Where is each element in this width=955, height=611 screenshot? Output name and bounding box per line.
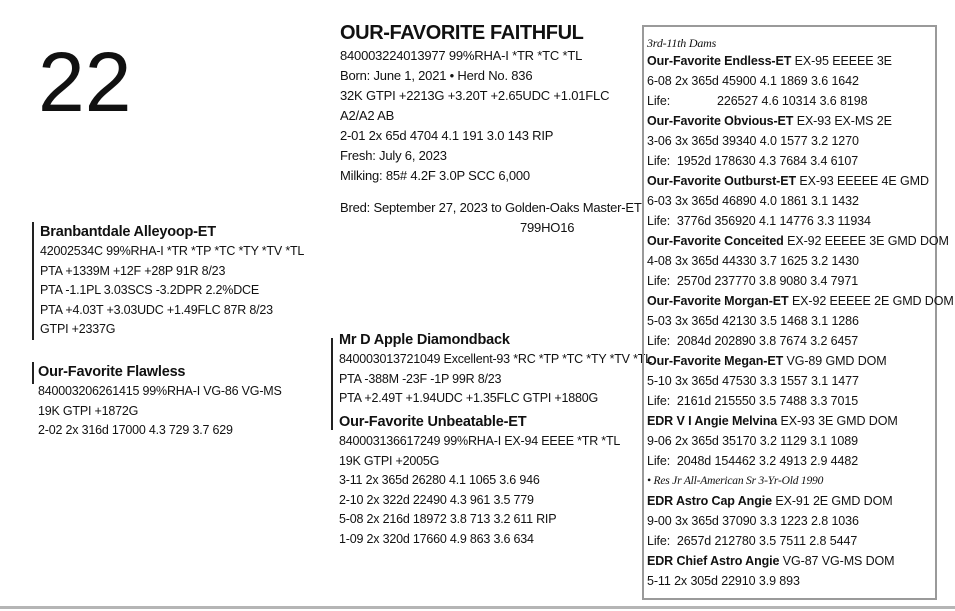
dam-classification: EX-92 EEEEE 3E GMD DOM xyxy=(787,234,949,248)
sire-line: PTA -1.1PL 3.03SCS -3.2DPR 2.2%DCE xyxy=(40,283,259,297)
dam-name: EDR Chief Astro Angie xyxy=(647,554,780,568)
life-values: 2161d 215550 3.5 7488 3.3 7015 xyxy=(676,394,859,408)
dam-lifetime xyxy=(647,331,935,351)
dam-name: Our-Favorite Conceited xyxy=(647,234,784,248)
sire-line: PTA +1339M +12F +28P 91R 8/23 xyxy=(40,263,226,278)
life-label: Life: xyxy=(647,334,671,348)
record-line: 2-01 2x 65d 4704 4.1 191 3.0 143 RIP xyxy=(340,128,554,143)
fresh-line: Fresh: July 6, 2023 xyxy=(340,148,447,163)
dam-classification: EX-93 EEEEE 4E GMD xyxy=(799,174,929,188)
dam-classification: EX-95 EEEEE 3E xyxy=(794,54,892,68)
dam-title xyxy=(647,291,954,311)
dam-line: 840003206261415 99%RHA-I VG-86 VG-MS xyxy=(38,384,282,398)
dam-name: Our-Favorite Megan-ET xyxy=(647,354,784,368)
life-label: Life: xyxy=(647,534,671,548)
mgs-name: Mr D Apple Diamondback xyxy=(339,332,510,348)
mgs-line: PTA -388M -23F -1P 99R 8/23 xyxy=(339,371,502,386)
maternal-granddam-block xyxy=(339,412,639,549)
life-label: Life: xyxy=(647,214,671,228)
dam-record: 4-08 3x 365d 44330 3.7 1625 3.2 1430 xyxy=(647,254,859,268)
life-values: 2084d 202890 3.8 7674 3.2 6457 xyxy=(676,334,859,348)
dam-lifetime xyxy=(647,271,935,291)
dam-title xyxy=(647,491,935,511)
award-note: • Res Jr All-American Sr 3-Yr-Old 1990 xyxy=(647,475,824,487)
birth-line: Born: June 1, 2021 • Herd No. 836 xyxy=(340,68,533,83)
bred-line: Bred: September 27, 2023 to Golden-Oaks Master-ET xyxy=(340,200,642,215)
dam-title xyxy=(647,51,935,71)
maternal-grandsire-block xyxy=(331,330,652,409)
mgd-line: 3-11 2x 365d 26280 4.1 1065 3.6 946 xyxy=(339,473,540,487)
dam-record: 6-08 2x 365d 45900 4.1 1869 3.6 1642 xyxy=(647,74,859,88)
dam-title xyxy=(647,351,935,371)
life-label: Life: xyxy=(647,454,671,468)
bred-sire-code: 799HO16 xyxy=(520,220,575,235)
sire-line: 42002534C 99%RHA-I *TR *TP *TC *TY *TV *TL xyxy=(40,244,305,258)
dam-name: EDR Astro Cap Angie xyxy=(647,494,772,508)
dam-record: 5-10 3x 365d 47530 3.3 1557 3.1 1477 xyxy=(647,374,859,388)
dam-line: 19K GTPI +1872G xyxy=(38,403,139,418)
dam-record: 9-00 3x 365d 37090 3.3 1223 2.8 1036 xyxy=(647,514,859,528)
sire-name: Branbantdale Alleyoop-ET xyxy=(40,224,216,240)
genomic-line: 32K GTPI +2213G +3.20T +2.65UDC +1.01FLC xyxy=(340,88,610,103)
lot-number: 22 xyxy=(38,35,132,129)
sire-block xyxy=(32,222,330,340)
dam-name: EDR V I Angie Melvina xyxy=(647,414,778,428)
dam-record: 3-06 3x 365d 39340 4.0 1577 3.2 1270 xyxy=(647,134,859,148)
dam-title xyxy=(647,551,935,571)
pedigree-connector xyxy=(32,362,34,384)
dam-lifetime xyxy=(647,391,935,411)
dam-name: Our-Favorite Morgan-ET xyxy=(647,294,789,308)
life-values: 226527 4.6 10314 3.6 8198 xyxy=(717,94,868,108)
life-values: 2570d 237770 3.8 9080 3.4 7971 xyxy=(676,274,859,288)
mgd-line: 840003136617249 99%RHA-I EX-94 EEEE *TR *TL xyxy=(339,434,621,448)
registration-line: 840003224013977 99%RHA-I *TR *TC *TL xyxy=(340,48,583,63)
life-label: Life: xyxy=(647,154,671,168)
milking-line: Milking: 85# 4.2F 3.0P SCC 6,000 xyxy=(340,168,530,183)
main-animal-block xyxy=(340,20,640,238)
dam-lifetime xyxy=(647,91,935,111)
life-values: 2657d 212780 3.5 7511 2.8 5447 xyxy=(676,534,858,548)
dam-name: Our-Favorite Flawless xyxy=(38,364,186,380)
sire-line: PTA +4.03T +3.03UDC +1.49FLC 87R 8/23 xyxy=(40,302,273,317)
dam-classification: EX-93 3E GMD DOM xyxy=(780,414,898,428)
dam-record: 6-03 3x 365d 46890 4.0 1861 3.1 1432 xyxy=(647,194,859,208)
mgs-line: 840003013721049 Excellent-93 *RC *TP *TC *TY *TV *TL xyxy=(339,352,652,366)
life-label: Life: xyxy=(647,274,671,288)
life-values: 1952d 178630 4.3 7684 3.4 6107 xyxy=(676,154,859,168)
dam-record: 9-06 2x 365d 35170 3.2 1129 3.1 1089 xyxy=(647,434,858,448)
mgs-line: PTA +2.49T +1.94UDC +1.35FLC GTPI +1880G xyxy=(339,391,599,405)
genotype-line: A2/A2 AB xyxy=(340,108,395,123)
dam-title xyxy=(647,171,935,191)
bottom-divider xyxy=(0,606,955,609)
dam-name: Our-Favorite Obvious-ET xyxy=(647,114,794,128)
dam-classification: EX-91 2E GMD DOM xyxy=(775,494,893,508)
animal-name: OUR-FAVORITE FAITHFUL xyxy=(340,22,584,44)
mgd-line: 1-09 2x 320d 17660 4.9 863 3.6 634 xyxy=(339,531,534,546)
dam-lifetime xyxy=(647,451,935,471)
mgd-line: 19K GTPI +2005G xyxy=(339,453,440,468)
mgd-line: 2-10 2x 322d 22490 4.3 961 3.5 779 xyxy=(339,492,534,507)
life-label: Life: xyxy=(647,394,671,408)
dams-box xyxy=(642,25,954,600)
life-label: Life: xyxy=(647,94,671,108)
dam-title xyxy=(647,231,949,251)
dam-classification: VG-89 GMD DOM xyxy=(786,354,887,368)
dam-title xyxy=(647,411,935,431)
dam-classification: EX-92 EEEEE 2E GMD DOM xyxy=(791,294,954,308)
dam-name: Our-Favorite Outburst-ET xyxy=(647,174,796,188)
dam-classification: EX-93 EX-MS 2E xyxy=(796,114,892,128)
mgd-line: 5-08 2x 216d 18972 3.8 713 3.2 611 RIP xyxy=(339,512,557,526)
dam-lifetime xyxy=(647,151,935,171)
dam-record: 5-03 3x 365d 42130 3.5 1468 3.1 1286 xyxy=(647,314,859,328)
life-values: 2048d 154462 3.2 4913 2.9 4482 xyxy=(676,454,859,468)
dam-lifetime xyxy=(647,211,935,231)
life-values: 3776d 356920 4.1 14776 3.3 11934 xyxy=(676,214,871,228)
dam-lifetime xyxy=(647,531,935,551)
dam-line: 2-02 2x 316d 17000 4.3 729 3.7 629 xyxy=(38,423,233,437)
dam-block xyxy=(32,362,338,441)
dams-box-header: 3rd-11th Dams xyxy=(647,36,717,50)
dam-title xyxy=(647,111,935,131)
dam-classification: VG-87 VG-MS DOM xyxy=(782,554,895,568)
sire-line: GTPI +2337G xyxy=(40,322,116,336)
pedigree-connector xyxy=(331,338,333,430)
mgd-name: Our-Favorite Unbeatable-ET xyxy=(339,414,527,430)
dam-record: 5-11 2x 305d 22910 3.9 893 xyxy=(647,574,800,588)
dam-name: Our-Favorite Endless-ET xyxy=(647,54,792,68)
